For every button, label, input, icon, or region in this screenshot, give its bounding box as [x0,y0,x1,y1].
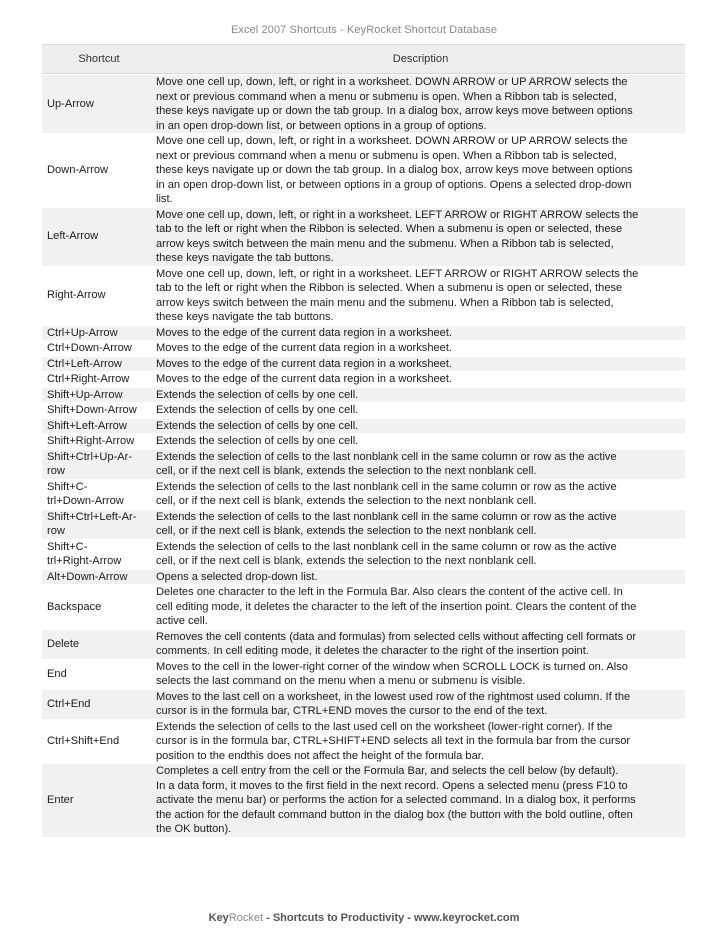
shortcut-cell: Up-Arrow [47,97,94,110]
table-row [42,266,685,325]
shortcut-cell: Enter [47,794,74,806]
table-row [42,584,685,629]
description-cell: Move one cell up, down, left, or right in a worksheet. LEFT ARROW or RIGHT ARROW selects the tab to the left or right when the Ribbon is selected. When a submenu is open or selected, these arrow keys switch between the main menu and the submenu. When a Ribbon tab is selected, these keys navigate the tab buttons. [156,208,639,264]
shortcut-cell: Ctrl+Down-Arrow [47,342,132,354]
shortcut-cell: Alt+Down-Arrow [47,570,128,583]
column-header-shortcut: Shortcut [78,52,120,65]
table-row [42,418,685,434]
description-cell: Moves to the edge of the current data region in a worksheet. [156,342,453,354]
table-row [42,75,685,133]
table-row [42,433,685,449]
description-cell: Move one cell up, down, left, or right in a worksheet. LEFT ARROW or RIGHT ARROW selects the tab to the left or right when the Ribbon is selected. When a submenu is open or selected, these arrow keys switch between the main menu and the submenu. When a Ribbon tab is selected, these keys navigate the tab buttons. [156,267,639,323]
table-row [42,509,685,539]
description-cell: Extends the selection of cells by one cell. [156,435,359,447]
table-header [42,44,685,74]
shortcut-cell: Ctrl+Up-Arrow [47,326,118,339]
shortcut-cell: Shift+Ctrl+Left-Ar- row [47,510,137,537]
footer-tagline: - Shortcuts to Productivity - www.keyrocket.com [263,912,520,924]
description-cell: Extends the selection of cells to the last nonblank cell in the same column or row as the active cell, or if the next cell is blank, extends the selection to the next nonblank cell. [156,450,617,477]
shortcut-cell: Shift+Left-Arrow [47,419,127,432]
description-cell: Extends the selection of cells to the last nonblank cell in the same column or row as the active cell, or if the next cell is blank, extends the selection to the next nonblank cell. [156,480,617,507]
page-footer [0,912,728,924]
description-cell: Extends the selection of cells to the last nonblank cell in the same column or row as the active cell, or if the next cell is blank, extends the selection to the next nonblank cell. [156,540,617,567]
description-cell: Extends the selection of cells by one cell. [156,388,359,401]
description-cell: Removes the cell contents (data and formulas) from selected cells without affecting cell formats or comments. In cell editing mode, it deletes the character to the right of the insertion point. [156,630,637,657]
description-cell: Moves to the edge of the current data region in a worksheet. [156,357,453,370]
shortcut-cell: Shift+Down-Arrow [47,404,137,416]
shortcut-cell: Delete [47,637,80,650]
shortcut-cell: Shift+C- trl+Right-Arrow [47,540,122,567]
shortcut-cell: Shift+Ctrl+Up-Ar- row [47,450,133,477]
shortcut-cell: Ctrl+Right-Arrow [47,373,130,385]
description-cell: Moves to the edge of the current data region in a worksheet. [156,373,453,385]
table-row [42,629,685,659]
description-cell: Extends the selection of cells to the last used cell on the worksheet (lower-right corner). If the cursor is in the formula bar, CTRL+SHIFT+END selects all text in the formula bar from the cursor position to the endthis does not affect the height of the formula bar. [156,720,631,762]
shortcut-cell: Left-Arrow [47,230,99,243]
table-row [42,340,685,356]
table-row [42,763,685,837]
description-cell: Moves to the edge of the current data region in a worksheet. [156,326,453,339]
table-body [42,75,685,837]
footer-brand-rocket: Rocket [228,912,264,924]
shortcut-table [42,44,685,837]
footer-brand-key: Key [208,912,229,924]
table-row [42,325,685,341]
shortcut-cell: Shift+C- trl+Down-Arrow [47,480,124,507]
description-cell: Moves to the last cell on a worksheet, in the lowest used row of the rightmost used column. If the cursor is in the formula bar, CTRL+END moves the cursor to the end of the text. [156,690,631,717]
shortcut-cell: Down-Arrow [47,164,109,176]
shortcut-cell: Backspace [47,600,102,613]
shortcut-cell: Shift+Right-Arrow [47,435,135,447]
table-row [42,207,685,266]
table-row [42,371,685,387]
description-cell: Opens a selected drop-down list. [156,570,318,583]
table-row [42,479,685,509]
description-cell: Moves to the cell in the lower-right corner of the window when SCROLL LOCK is turned on. Also selects the last command on the menu when a menu or submenu is visible. [156,660,628,687]
column-header-description: Description [392,52,449,65]
table-row [42,356,685,372]
description-cell: Move one cell up, down, left, or right in a worksheet. DOWN ARROW or UP ARROW selects the next or previous command when a menu or submenu is open. When a Ribbon tab is selected, these keys navigate up or down the tab group. In a dialog box, arrow keys move between options in an open drop-down list, or between options in a group of options. Opens a selected drop-down list. [156,135,633,205]
description-cell: Extends the selection of cells to the last nonblank cell in the same column or row as the active cell, or if the next cell is blank, extends the selection to the next nonblank cell. [156,510,617,537]
description-cell: Move one cell up, down, left, or right in a worksheet. DOWN ARROW or UP ARROW selects the next or previous command when a menu or submenu is open. When a Ribbon tab is selected, these keys navigate up or down the tab group. In a dialog box, arrow keys move between options in an open drop-down list, or between options in a group of options. [156,76,633,132]
description-cell: Extends the selection of cells by one cell. [156,404,359,416]
table-row [42,133,685,207]
table-row [42,689,685,719]
page-title: Excel 2007 Shortcuts - KeyRocket Shortcut Database [230,24,498,36]
description-cell: Deletes one character to the left in the Formula Bar. Also clears the content of the active cell. In cell editing mode, it deletes the character to the left of the insertion point. Clears the content of the active cell. [156,586,637,627]
table-row [42,719,685,764]
table-row [42,449,685,479]
description-cell: Extends the selection of cells by one cell. [156,419,359,432]
table-row [42,569,685,585]
table-row [42,659,685,689]
shortcut-cell: Shift+Up-Arrow [47,388,123,401]
shortcut-cell: Ctrl+Left-Arrow [47,357,122,370]
shortcut-cell: Ctrl+End [47,697,91,710]
table-row [42,402,685,418]
shortcut-cell: Ctrl+Shift+End [47,735,120,747]
table-row [42,387,685,403]
description-cell: Completes a cell entry from the cell or the Formula Bar, and selects the cell below (by default). In a data form, it moves to the first field in the next record. Opens a selected menu (press F10 to activate the menu bar) or performs the action for a selected command. In a dialog box, it performs the action for the default command button in the dialog box (the button with the bold outline, often the OK button). [156,765,636,835]
table-row [42,539,685,569]
shortcut-cell: Right-Arrow [47,289,106,302]
shortcut-cell: End [47,667,67,680]
